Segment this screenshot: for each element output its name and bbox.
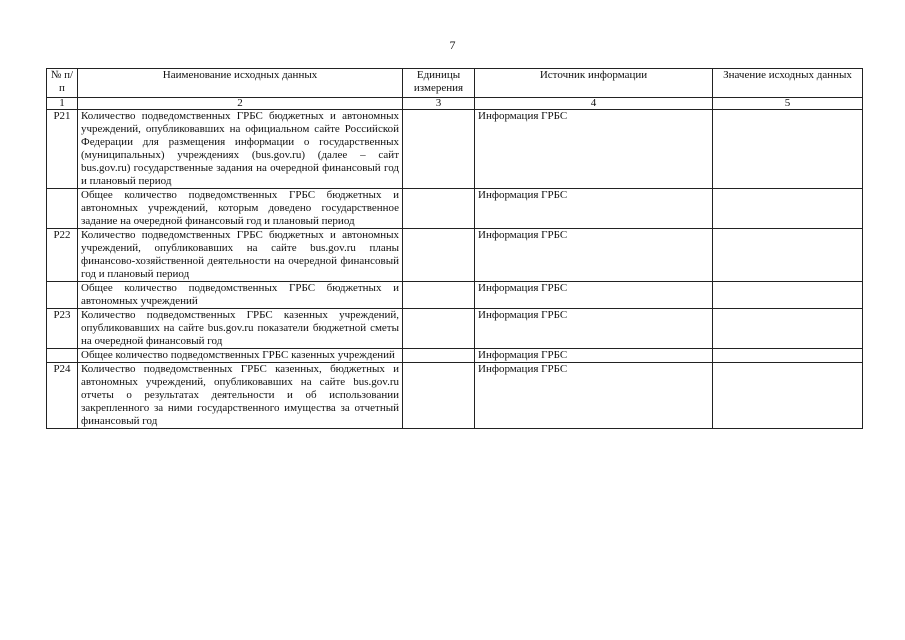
row-unit [403,229,475,282]
row-source: Информация ГРБС [475,363,713,429]
row-code: Р23 [47,309,78,349]
row-value [713,309,863,349]
row-name: Общее количество подведомственных ГРБС казенных учреждений [78,349,403,363]
row-value [713,229,863,282]
row-source: Информация ГРБС [475,229,713,282]
table-row [47,309,863,349]
row-unit [403,110,475,189]
source-data-table [46,68,863,429]
row-value [713,189,863,229]
row-source: Информация ГРБС [475,349,713,363]
table-row [47,282,863,309]
row-name: Общее количество подведомственных ГРБС бюджетных и автономных учреждений, которым доведено государственное задание на очередной финансовый год и плановый период [78,189,403,229]
table-header-row [47,69,863,98]
row-source: Информация ГРБС [475,110,713,189]
column-number: 1 [47,98,78,110]
table-row [47,229,863,282]
row-value [713,363,863,429]
header-units: Единицы измерения [403,69,475,98]
table-row [47,349,863,363]
table-row [47,110,863,189]
row-code [47,189,78,229]
column-number: 2 [78,98,403,110]
table-row [47,363,863,429]
header-name: Наименование исходных данных [78,69,403,98]
row-name: Количество подведомственных ГРБС казенных учреждений, опубликовавших на сайте bus.gov.ru показатели бюджетной сметы на очередной финансовый год [78,309,403,349]
row-source: Информация ГРБС [475,309,713,349]
header-num: № п/п [47,69,78,98]
row-name: Количество подведомственных ГРБС бюджетных и автономных учреждений, опубликовавших на сайте bus.gov.ru планы финансово-хозяйственной деятельности на очередной финансовый год и плановый период [78,229,403,282]
column-number-row [47,98,863,110]
row-name: Общее количество подведомственных ГРБС бюджетных и автономных учреждений [78,282,403,309]
header-source: Источник информации [475,69,713,98]
row-name: Количество подведомственных ГРБС казенных, бюджетных и автономных учреждений, опубликовавших на сайте bus.gov.ru отчеты о результатах деятельности и об использовании закрепленного за ними государственного имущества за отчетный финансовый год [78,363,403,429]
row-unit [403,282,475,309]
row-code: Р22 [47,229,78,282]
row-unit [403,349,475,363]
column-number: 4 [475,98,713,110]
page-number: 7 [449,38,456,52]
row-source: Информация ГРБС [475,282,713,309]
row-code [47,349,78,363]
row-unit [403,363,475,429]
row-unit [403,189,475,229]
table-row [47,189,863,229]
row-code: Р21 [47,110,78,189]
row-unit [403,309,475,349]
row-value [713,282,863,309]
header-value: Значение исходных данных [713,69,863,98]
row-value [713,349,863,363]
row-source: Информация ГРБС [475,189,713,229]
row-code: Р24 [47,363,78,429]
column-number: 3 [403,98,475,110]
row-value [713,110,863,189]
column-number: 5 [713,98,863,110]
row-name: Количество подведомственных ГРБС бюджетных и автономных учреждений, опубликовавших на официальном сайте Российской Федерации для размещения информации о государственных (муниципальных) учреждениях (bus.gov.ru) (далее – сайт bus.gov.ru) государственные задания на очередной финансовый год и плановый период [78,110,403,189]
row-code [47,282,78,309]
